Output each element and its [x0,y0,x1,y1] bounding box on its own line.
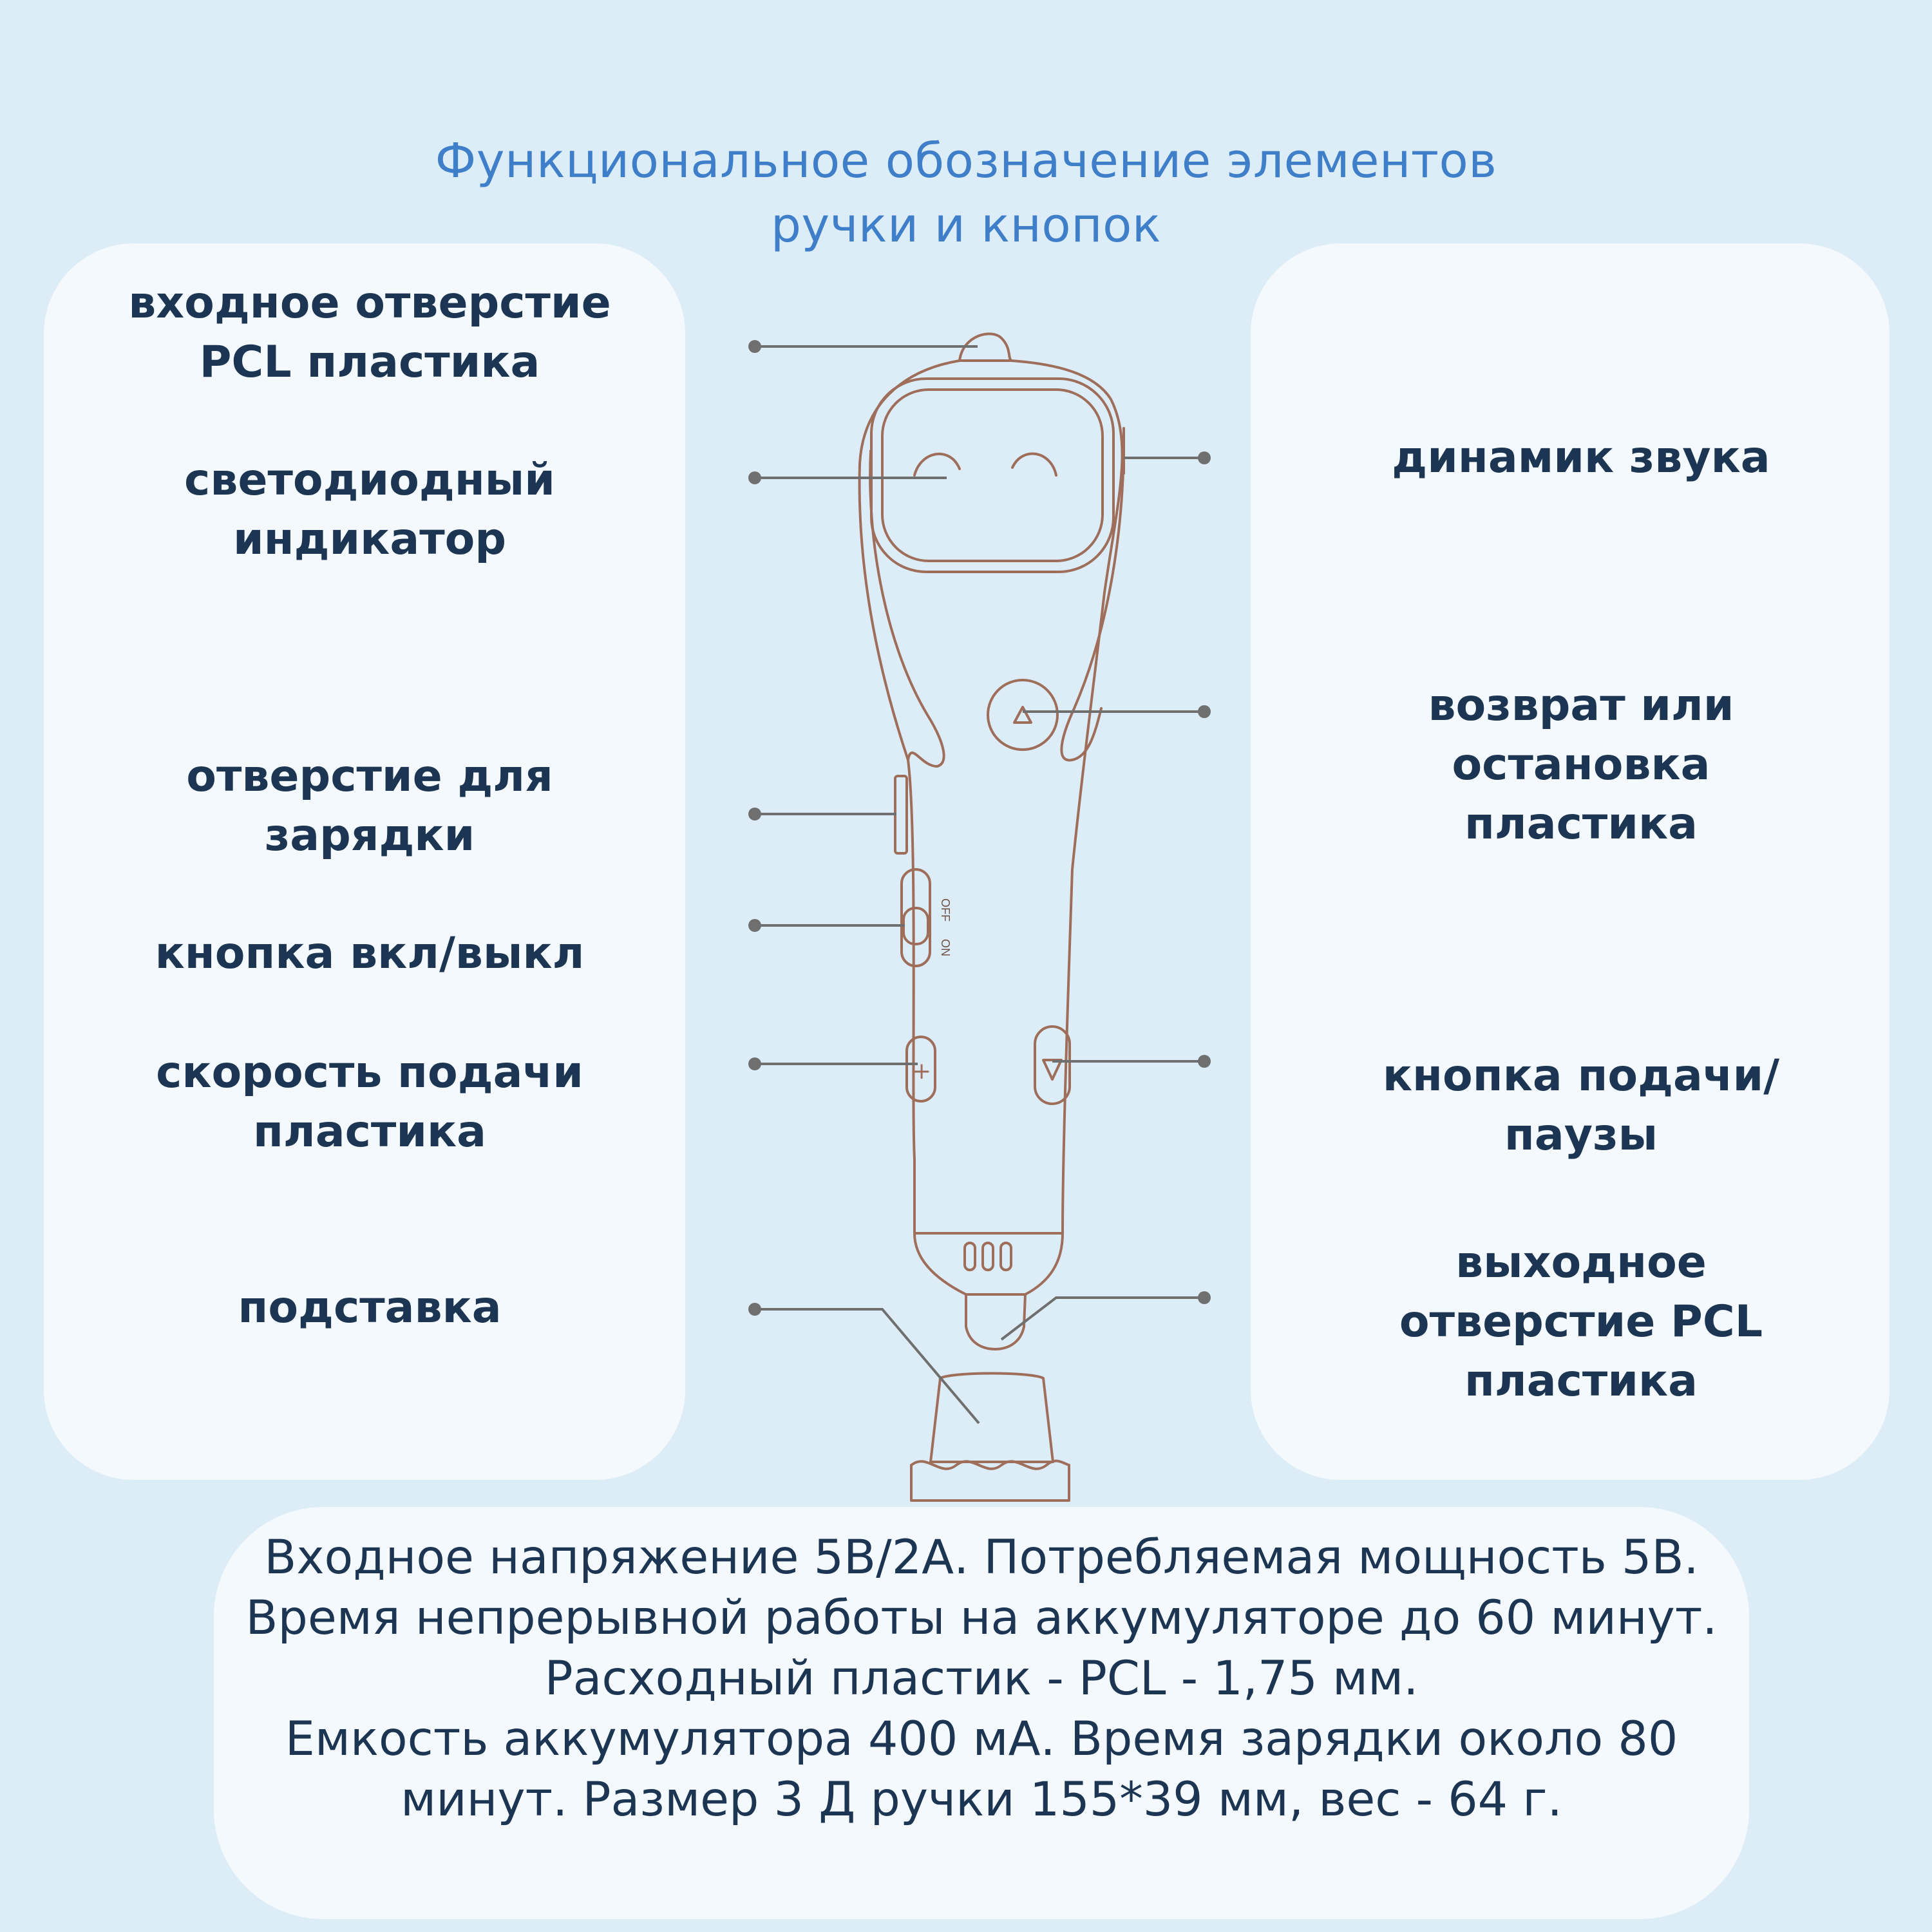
vent-2 [983,1243,993,1270]
leader-dot-led [748,471,761,484]
label-charging-port-line-2: зарядки [264,810,475,861]
specs-line-5: минут. Размер 3 Д ручки 155*39 мм, вес - 64 г. [401,1772,1562,1827]
vent-1 [965,1243,975,1270]
label-pcl-inlet-line-2: PCL пластика [199,337,540,388]
charging-port [895,776,907,853]
retract-button-icon[interactable] [988,680,1057,750]
specs-line-2: Время непрерывной работы на аккумуляторе до 60 минут. [245,1591,1718,1645]
label-feed-pause-line-1: кнопка подачи/ [1382,1050,1780,1101]
leader-dot-feed [1198,1055,1211,1068]
leader-dot-speaker [1198,451,1211,464]
label-feed-speed-line-1: скорость подачи [156,1047,583,1098]
specs-line-4: Емкость аккумулятора 400 мА. Время зарядки около 80 [285,1712,1678,1766]
label-led-indicator-line-2: индикатор [232,514,507,565]
page-title-line-1: Функциональное обозначение элементов [435,133,1497,189]
leader-dot-pcl-inlet [748,340,761,353]
pen-outline [860,361,1122,1233]
leader-dot-retract [1198,705,1211,718]
label-retract-stop-line-2: остановка [1452,739,1710,790]
leader-dot-power [748,919,761,932]
pen-body [860,334,1124,1501]
leader-outlet [1001,1298,1204,1340]
leader-stand [755,1309,979,1423]
nozzle-tip [966,1294,1025,1349]
label-retract-stop-line-1: возврат или [1428,680,1734,731]
label-feed-speed-line-2: пластика [252,1106,487,1157]
leader-dot-speed [748,1057,761,1070]
label-feed-pause-line-2: паузы [1504,1110,1658,1160]
stand-base [911,1465,1069,1501]
power-switch-knob [904,908,928,944]
label-pcl-outlet-line-2: отверстие PCL [1399,1296,1763,1347]
plus-icon: + [912,1058,932,1084]
vent-3 [1001,1243,1011,1270]
label-pcl-outlet-line-3: пластика [1464,1356,1698,1406]
leaders-left [748,340,979,1423]
page-title-line-2: ручки и кнопок [770,198,1162,253]
leader-dot-stand [748,1303,761,1316]
label-stand-line-1: подставка [238,1282,502,1333]
specs-line-1: Входное напряжение 5В/2А. Потребляемая мощность 5В. [264,1530,1699,1585]
label-retract-stop-line-3: пластика [1464,799,1698,849]
leader-dot-charging [748,808,761,820]
label-led-indicator-line-1: светодиодный [184,455,555,506]
feed-triangle-icon [1043,1060,1061,1079]
power-switch[interactable] [902,869,930,966]
specs-text [214,1528,1749,1830]
led-screen-outer [871,379,1113,572]
specs-line-3: Расходный пластик - PCL - 1,75 мм. [544,1651,1419,1706]
led-eye-right [1012,453,1056,475]
label-power-button-line-1: кнопка вкл/выкл [155,928,585,979]
label-pcl-inlet-line-1: входное отверстие [128,278,611,328]
retract-triangle-icon [1014,707,1031,723]
label-pcl-outlet-line-1: выходное [1455,1237,1707,1288]
switch-on-text: ON [939,939,952,956]
leader-dot-outlet [1198,1291,1211,1304]
label-speaker-line-1: динамик звука [1392,432,1770,483]
led-eye-left [914,454,960,475]
label-charging-port-line-1: отверстие для [186,751,553,802]
switch-off-text: OFF [939,898,952,922]
